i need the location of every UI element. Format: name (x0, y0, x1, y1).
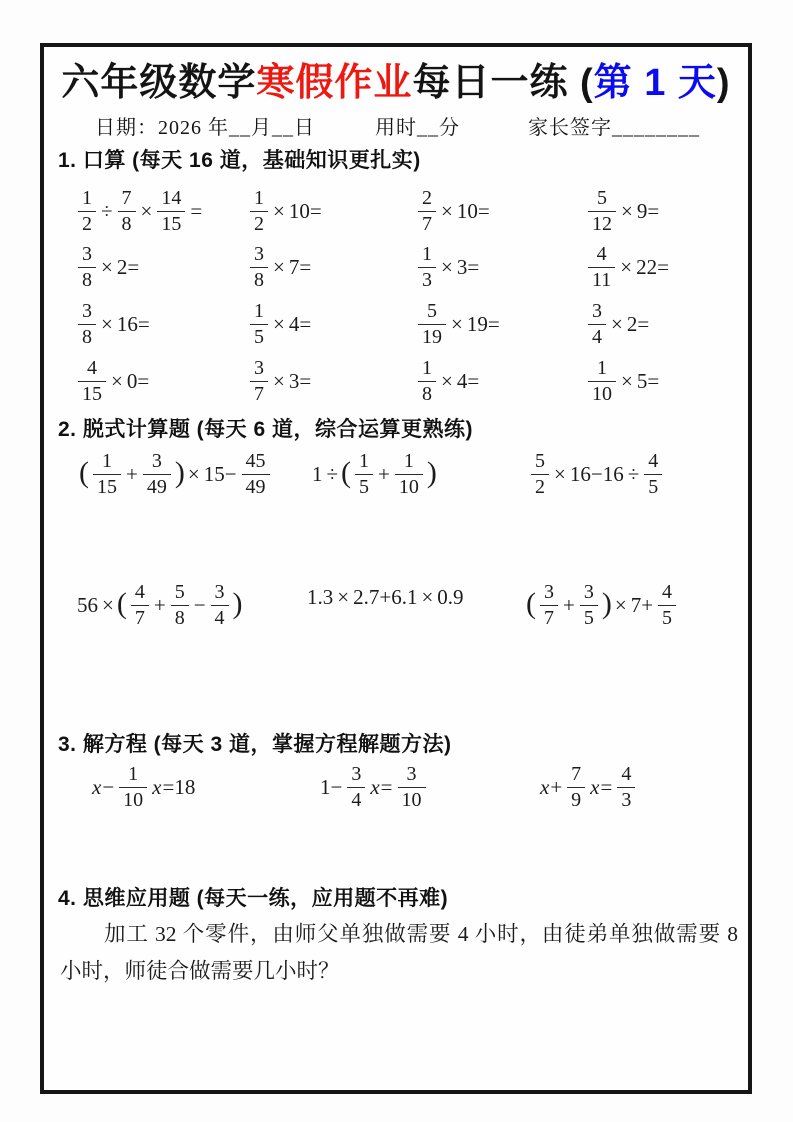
math-token: 1− (320, 774, 343, 799)
oral-problem-11 (415, 296, 502, 352)
stepwise-problem-1 (78, 446, 273, 502)
math-token: × (273, 368, 285, 393)
oral-problem-13 (75, 353, 151, 409)
fraction: $\frac{3}{4}$ (588, 301, 606, 348)
math-token: × (101, 311, 113, 336)
math-token: × (337, 584, 350, 609)
fraction: $\frac{3}{8}$ (250, 244, 268, 291)
fraction: $\frac{14}{15}$ (157, 188, 185, 235)
math-token: 2= (116, 254, 140, 279)
oral-problem-7 (415, 239, 481, 295)
fraction: $\frac{3}{8}$ (78, 301, 96, 348)
oral-problem-6 (247, 239, 313, 295)
math-token: 7= (288, 254, 312, 279)
oral-problem-4 (585, 183, 661, 239)
section-oral-heading: 1. 口算 (每天 16 道，基础知识更扎实) (58, 149, 421, 172)
page-border (40, 43, 752, 1094)
title-segment: 第 1 天 (593, 62, 717, 104)
fraction: $\frac{1}{10}$ (119, 764, 147, 811)
fraction: $\frac{4}{7}$ (131, 582, 149, 629)
math-token: + (126, 461, 138, 486)
math-token: ÷ (101, 198, 113, 223)
oral-problem-14 (247, 353, 313, 409)
math-token: × (102, 592, 114, 617)
math-token: × (611, 311, 623, 336)
fraction: $\frac{5}{2}$ (531, 451, 549, 498)
parenthesis: ( (526, 586, 536, 620)
math-token: x− (92, 774, 115, 799)
math-token: × (421, 584, 434, 609)
math-token: 5= (636, 368, 660, 393)
math-token: 10= (456, 198, 490, 223)
fraction: $\frac{1}{3}$ (418, 244, 436, 291)
fraction: $\frac{3}{4}$ (347, 764, 365, 811)
math-token: x= (370, 774, 393, 799)
stepwise-problem-5 (305, 569, 466, 625)
math-token: × (621, 368, 633, 393)
math-token: 4= (456, 368, 480, 393)
math-token: × (273, 254, 285, 279)
math-token: 3= (456, 254, 480, 279)
title-segment: 六年级数学 (61, 62, 257, 104)
stepwise-problem-6 (525, 577, 679, 633)
fraction: $\frac{7}{9}$ (567, 764, 585, 811)
stepwise-problem-2 (310, 446, 438, 502)
page-title (44, 51, 748, 106)
oral-problem-15 (415, 353, 481, 409)
math-token: × (187, 461, 200, 486)
math-token: − (193, 592, 206, 617)
section-stepwise-heading: 2. 脱式计算题 (每天 6 道，综合运算更熟练) (58, 418, 474, 441)
stepwise-problem-3 (528, 446, 665, 502)
math-token: = (190, 198, 203, 223)
math-token: × (554, 461, 566, 486)
fraction: $\frac{1}{2}$ (250, 188, 268, 235)
parenthesis: ( (116, 586, 127, 620)
parent-signature-field: 家长签字________ (528, 117, 700, 139)
fraction: $\frac{3}{49}$ (143, 451, 171, 498)
fraction: $\frac{5}{8}$ (171, 582, 189, 629)
math-token: × (101, 254, 113, 279)
math-token: + (563, 592, 575, 617)
fraction: $\frac{3}{5}$ (580, 582, 598, 629)
math-token: × (441, 368, 453, 393)
math-token: x=18 (152, 774, 196, 799)
title-segment: 寒假作业 (256, 62, 413, 104)
math-token: × (451, 311, 463, 336)
word-problem-text: 加工 32 个零件，由师父单独做需要 4 小时，由徒弟单独做需要 8 小时，师徒合做需要几小时？ (60, 922, 738, 983)
parenthesis: ( (341, 455, 352, 489)
math-token: × (441, 254, 453, 279)
oral-problem-12 (585, 296, 651, 352)
oral-problem-8 (585, 239, 671, 295)
math-token: + (153, 592, 166, 617)
time-spent-field: 用时__分 (375, 117, 460, 139)
math-token: 56 (77, 592, 98, 617)
parenthesis: ) (601, 586, 612, 620)
parenthesis: ) (426, 455, 437, 489)
fraction: $\frac{3}{10}$ (398, 764, 426, 811)
fraction: $\frac{1}{15}$ (93, 451, 121, 498)
fraction: $\frac{1}{8}$ (418, 358, 436, 405)
math-token: 1 (312, 461, 323, 486)
math-token: x+ (540, 774, 563, 799)
math-token: 16−16 (569, 461, 624, 486)
math-token: 1.3 (307, 584, 334, 609)
oral-problem-1 (75, 183, 204, 239)
math-token: × (621, 198, 633, 223)
title-segment: ) (716, 62, 731, 104)
parenthesis: ( (79, 455, 89, 489)
fraction: $\frac{1}{2}$ (78, 188, 96, 235)
fraction: $\frac{5}{12}$ (588, 188, 616, 235)
math-token: 2.7+6.1 (353, 584, 418, 609)
fraction: $\frac{1}{10}$ (588, 358, 616, 405)
math-token: × (273, 311, 285, 336)
math-token: 10= (288, 198, 322, 223)
math-token: 22= (636, 254, 669, 279)
stepwise-problem-4 (75, 577, 244, 633)
section-word-heading: 4. 思维应用题 (每天一练，应用题不再难) (58, 887, 449, 910)
fraction: $\frac{4}{5}$ (658, 582, 676, 629)
oral-problem-3 (415, 183, 492, 239)
date-field: 日期：2026 年__月__日 (95, 117, 315, 139)
fraction: $\frac{1}{5}$ (355, 451, 373, 498)
math-token: × (273, 198, 285, 223)
fraction: $\frac{4}{11}$ (588, 244, 615, 291)
oral-problem-10 (247, 296, 313, 352)
math-token: + (378, 461, 390, 486)
math-token: 0= (126, 368, 150, 393)
math-token: ÷ (627, 461, 640, 486)
fraction: $\frac{45}{49}$ (242, 451, 270, 498)
math-token: × (614, 592, 627, 617)
title-segment: ( (568, 62, 594, 104)
fraction: $\frac{4}{3}$ (617, 764, 635, 811)
title-segment: 每日一练 (412, 62, 569, 104)
oral-problem-9 (75, 296, 152, 352)
fraction: $\frac{7}{8}$ (118, 188, 136, 235)
oral-problem-5 (75, 239, 141, 295)
math-token: x= (590, 774, 613, 799)
math-token: 3= (288, 368, 312, 393)
equation-problem-2 (318, 759, 429, 815)
math-token: × (140, 198, 153, 223)
fraction: $\frac{4}{5}$ (644, 451, 662, 498)
fraction: $\frac{3}{7}$ (250, 358, 268, 405)
oral-problem-2 (247, 183, 324, 239)
math-token: × (620, 254, 633, 279)
math-token: ÷ (326, 461, 339, 486)
fraction: $\frac{3}{8}$ (78, 244, 96, 291)
fraction: $\frac{3}{7}$ (540, 582, 558, 629)
math-token: 15− (203, 461, 237, 486)
parenthesis: ) (232, 586, 243, 620)
fraction: $\frac{2}{7}$ (418, 188, 436, 235)
fraction: $\frac{1}{5}$ (250, 301, 268, 348)
math-token: 0.9 (437, 584, 464, 609)
math-token: × (441, 198, 453, 223)
math-token: 2= (626, 311, 650, 336)
math-token: × (111, 368, 123, 393)
meta-line (44, 111, 748, 141)
fraction: $\frac{1}{10}$ (395, 451, 423, 498)
equation-problem-3 (538, 759, 638, 815)
fraction: $\frac{5}{19}$ (418, 301, 446, 348)
math-token: 9= (636, 198, 660, 223)
math-token: 16= (116, 311, 150, 336)
equation-problem-1 (90, 759, 197, 815)
math-token: 7+ (630, 592, 654, 617)
fraction: $\frac{3}{4}$ (211, 582, 229, 629)
parenthesis: ) (174, 455, 185, 489)
math-token: 19= (466, 311, 500, 336)
math-token: 4= (288, 311, 312, 336)
section-equations-heading: 3. 解方程 (每天 3 道，掌握方程解题方法) (58, 733, 452, 756)
oral-problem-16 (585, 353, 661, 409)
fraction: $\frac{4}{15}$ (78, 358, 106, 405)
